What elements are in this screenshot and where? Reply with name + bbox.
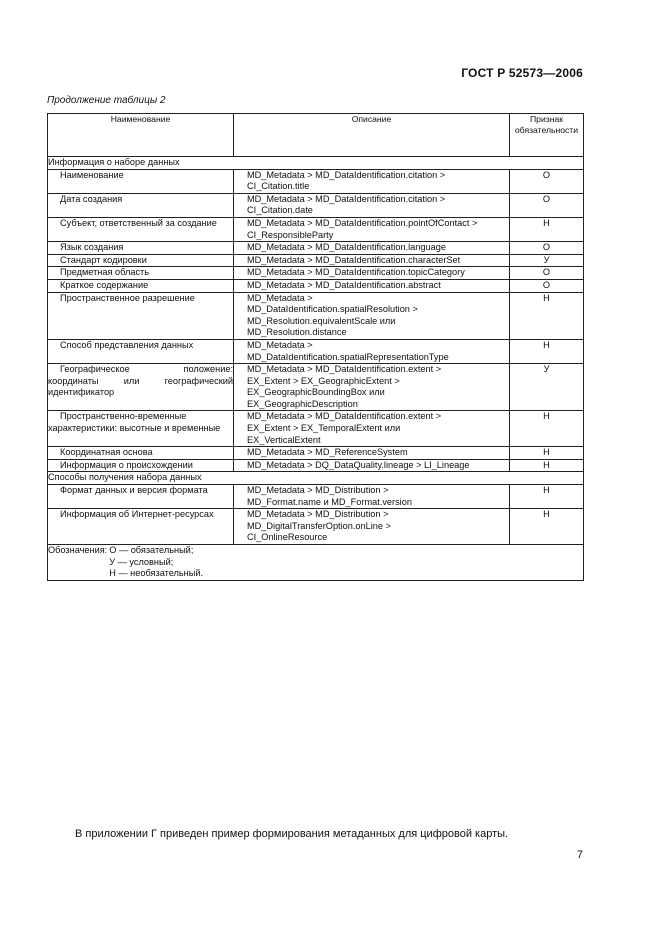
- header-name: Наименование: [48, 114, 234, 157]
- row-description-line: MD_Metadata > MD_Distribution >: [247, 509, 389, 520]
- row-flag: Н: [510, 447, 584, 460]
- row-name-text: Географическое положение: координаты или географический идентификатор: [48, 364, 233, 398]
- row-name: [48, 292, 234, 339]
- row-name: [48, 447, 234, 460]
- table-section-row: [48, 157, 584, 170]
- row-description-line: EX_GeographicDescription: [247, 398, 358, 409]
- row-description-line: MD_Format.name и MD_Format.version: [247, 496, 412, 507]
- row-name-text: Стандарт кодировки: [60, 254, 147, 265]
- row-flag: Н: [510, 459, 584, 472]
- table-row: [48, 411, 584, 447]
- row-description: [234, 242, 510, 255]
- table-row: [48, 169, 584, 193]
- row-description-line: MD_Metadata > MD_Distribution >: [247, 485, 389, 496]
- row-name-text: Наименование: [60, 169, 124, 180]
- row-name: [48, 279, 234, 292]
- page-number: 7: [576, 849, 583, 861]
- row-description: [234, 267, 510, 280]
- row-description-line: MD_Metadata > MD_DataIdentification.extent >: [247, 364, 442, 375]
- table-row: [48, 254, 584, 267]
- row-description: [234, 279, 510, 292]
- header-flag: [510, 114, 584, 157]
- row-flag: Н: [510, 339, 584, 363]
- table-row: [48, 279, 584, 292]
- row-name: [48, 364, 234, 411]
- row-description: [234, 447, 510, 460]
- row-flag: О: [510, 169, 584, 193]
- table-row: [48, 267, 584, 280]
- row-description-line: CI_OnlineResource: [247, 532, 328, 543]
- row-description-line: MD_Resolution.equivalentScale или: [247, 315, 396, 326]
- row-description-line: MD_Metadata > MD_DataIdentification.extent >: [247, 411, 442, 422]
- row-name: [48, 254, 234, 267]
- section-title: Информация о наборе данных: [48, 157, 584, 170]
- row-description-line: EX_VerticalExtent: [247, 434, 321, 445]
- row-description: [234, 459, 510, 472]
- notes-cell: [48, 545, 584, 581]
- standard-id: ГОСТ Р 52573—2006: [461, 66, 583, 80]
- table-continuation-label: Продолжение таблицы 2: [47, 95, 166, 106]
- row-description-text: MD_Metadata > MD_DataIdentification.citation > CI_Citation.date: [247, 193, 446, 216]
- row-name: [48, 459, 234, 472]
- row-flag: О: [510, 279, 584, 292]
- row-name-text: Краткое содержание: [60, 279, 149, 290]
- row-description: [234, 169, 510, 193]
- row-name-text: Информация о происхождении: [60, 459, 193, 470]
- row-name: [48, 509, 234, 545]
- row-name: [48, 242, 234, 255]
- row-description-line: MD_DataIdentification.spatialRepresentationType: [247, 351, 449, 362]
- row-description: [234, 509, 510, 545]
- row-name-text: Информация об Интернет-ресурсах: [60, 509, 214, 520]
- table-row: [48, 509, 584, 545]
- header-description: Описание: [234, 114, 510, 157]
- table-row: [48, 242, 584, 255]
- row-description: [234, 292, 510, 339]
- row-name-text: Способ представления данных: [60, 339, 194, 350]
- row-description-text: MD_Metadata > MD_DataIdentification.pointOfContact > CI_ResponsibleParty: [247, 217, 478, 240]
- row-description: [234, 411, 510, 447]
- row-description: [234, 193, 510, 217]
- row-name-text: Язык создания: [60, 242, 124, 253]
- table-row: [48, 193, 584, 217]
- row-description-line: MD_DigitalTransferOption.onLine >: [247, 520, 391, 531]
- row-flag: Н: [510, 292, 584, 339]
- notes-item: Н — необязательный.: [109, 568, 204, 579]
- row-description-line: MD_Resolution.distance: [247, 327, 347, 338]
- row-name: [48, 193, 234, 217]
- row-name: [48, 217, 234, 241]
- table-row: [48, 217, 584, 241]
- row-description-text: MD_Metadata > MD_DataIdentification.language: [247, 242, 446, 253]
- row-name: [48, 267, 234, 280]
- row-description-line: EX_GeographicBoundingBox или: [247, 387, 385, 398]
- notes-item: О — обязательный;: [109, 545, 194, 555]
- row-flag: О: [510, 267, 584, 280]
- row-flag: Н: [510, 411, 584, 447]
- row-name-text: Формат данных и версия формата: [60, 485, 208, 496]
- row-description-line: MD_Metadata >: [247, 292, 313, 303]
- header-flag-text: Признак обязательности: [514, 114, 579, 135]
- table-row: [48, 292, 584, 339]
- table-row: [48, 339, 584, 363]
- section-title: Способы получения набора данных: [48, 472, 584, 485]
- notes-list: [109, 545, 203, 580]
- row-name: [48, 169, 234, 193]
- row-flag: Н: [510, 485, 584, 509]
- row-name: [48, 339, 234, 363]
- row-description-line: EX_Extent > EX_GeographicExtent >: [247, 375, 400, 386]
- notes-label: Обозначения:: [48, 545, 108, 555]
- row-description: [234, 254, 510, 267]
- row-description-text: MD_Metadata > MD_DataIdentification.abstract: [247, 279, 441, 290]
- row-flag: О: [510, 193, 584, 217]
- row-name-text: Пространственно-временные характеристики: высотные и временные: [48, 411, 221, 434]
- row-name-text: Координатная основа: [60, 447, 153, 458]
- table-header-row: [48, 114, 584, 157]
- table-row: [48, 447, 584, 460]
- row-name: [48, 411, 234, 447]
- row-name: [48, 485, 234, 509]
- row-name-text: Предметная область: [60, 267, 150, 278]
- row-description-text: MD_Metadata > MD_ReferenceSystem: [247, 447, 408, 458]
- metadata-table: [47, 113, 584, 581]
- row-description-line: MD_Metadata >: [247, 339, 313, 350]
- row-description-text: MD_Metadata > MD_DataIdentification.citation > CI_Citation.title: [247, 169, 446, 192]
- row-description: [234, 217, 510, 241]
- row-description-text: MD_Metadata > DQ_DataQuality.lineage > LI_Lineage: [247, 459, 470, 470]
- row-description-text: MD_Metadata > MD_DataIdentification.characterSet: [247, 254, 461, 265]
- table-row: [48, 364, 584, 411]
- row-flag: О: [510, 242, 584, 255]
- row-name-text: Субъект, ответственный за создание: [60, 217, 217, 228]
- row-flag: У: [510, 254, 584, 267]
- row-description-line: MD_DataIdentification.spatialResolution >: [247, 304, 418, 315]
- table-row: [48, 459, 584, 472]
- row-description: [234, 339, 510, 363]
- table-section-row: [48, 472, 584, 485]
- row-description: [234, 364, 510, 411]
- row-flag: Н: [510, 509, 584, 545]
- row-name-text: Пространственное разрешение: [60, 292, 195, 303]
- row-name-text: Дата создания: [60, 193, 123, 204]
- row-description-line: EX_Extent > EX_TemporalExtent или: [247, 423, 401, 434]
- row-description-text: MD_Metadata > MD_DataIdentification.topicCategory: [247, 267, 465, 278]
- row-description: [234, 485, 510, 509]
- footer-text: В приложении Г приведен пример формирования метаданных для цифровой карты.: [75, 828, 509, 840]
- table-row: [48, 485, 584, 509]
- row-flag: У: [510, 364, 584, 411]
- notes-row: [48, 545, 584, 581]
- row-flag: Н: [510, 217, 584, 241]
- notes-item: У — условный;: [109, 556, 174, 567]
